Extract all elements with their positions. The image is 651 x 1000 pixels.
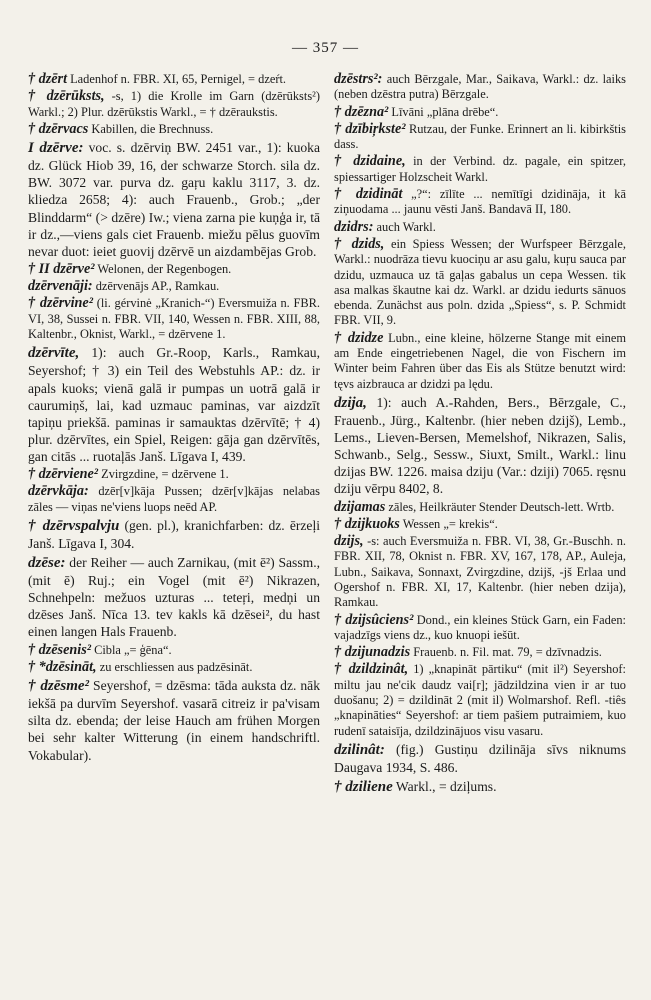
entry-text: (gen. pl.), kranichfarben: dz. ērzeļi Janš. Līgava I, 304. — [28, 517, 320, 551]
dictionary-entry — [28, 660, 320, 675]
entry-text: Lubn., eine kleine, hölzerne Stange mit einem am Ende eingetriebenen Nagel, die von Fischern im Winter beim Fahren über das Eis als Stütze benutzt wird: tęvs aizbrauca ar dzidzi pa lędu. — [334, 330, 627, 391]
entry-headword: † dzērūksts, — [28, 88, 105, 105]
dictionary-entry — [334, 741, 626, 776]
entry-text: der Reiher — auch Zarnikau, (mit ē²) Sassm., (mit ē) Ruj.; ein Vogel (mit ē²) Nikrazen, Schnehpeln: mežuos uzturas ... teteŗi, medņi un dzēses Janš. Nīca 13. tev kakls kā dzēsei², du hast einen langen Hals Frauenb. — [28, 555, 320, 640]
entry-headword: † dzijkuoks — [334, 515, 400, 532]
entry-headword: dzērvkāja: — [28, 483, 89, 500]
entry-text: ein Spiess Wessen; der Wurfspeer Bērzgale, Warkl.: nuodrāza tievu kuociņu ar asu galu, kuŗu sauca par dzidu, uzmauca uz tā gaļas gabalus un cepa Wessen. tik asa malkas škautne kai dz. Warkl. ar dzidu iedurts sānuos ebenda. Zunächst aus poln. dzida „Spiess“, s. P. Schmidt FBR. VII, 9. — [334, 236, 627, 328]
dictionary-entry — [28, 139, 320, 260]
dictionary-entry — [28, 344, 320, 465]
entry-headword: I dzērve: — [28, 140, 84, 157]
dictionary-entry — [28, 643, 320, 658]
dictionary-entry — [28, 89, 320, 120]
entry-headword: † dzidināt — [334, 186, 403, 203]
dictionary-entry — [28, 677, 320, 763]
dictionary-entry — [28, 517, 320, 552]
entry-headword: † dzērvacs — [28, 120, 89, 137]
entry-headword: † dzēsme² — [28, 678, 90, 695]
dictionary-entry — [334, 220, 626, 235]
entry-text: Wessen „= krekis“. — [399, 516, 498, 531]
entry-text: auch Bērzgale, Mar., Saikava, Warkl.: dz. laiks (neben dzēstra putra) Bērzgale. — [334, 72, 626, 102]
entry-headword: † dzijunadzis — [334, 644, 411, 661]
entry-headword: † *dzēsināt, — [28, 658, 97, 675]
entry-text: auch Warkl. — [373, 219, 436, 234]
dictionary-entry — [28, 554, 320, 640]
entry-text: Kabillen, die Brechnuss. — [88, 121, 214, 136]
entry-headword: dzērvenāji: — [28, 278, 93, 295]
right-column — [334, 72, 626, 798]
entry-headword: dzēstrs²: — [334, 71, 383, 87]
dictionary-entry — [334, 105, 626, 120]
entry-text: voc. s. dzērviņ BW. 2451 var., 1): kuoka dz. Glück Hiob 39, 16, der schwarze Storch. sila dz. BW. 3072 var. purva dz. gaŗu kaklu 3117, 3. dz. kliedza 2658; 4): auch Frauenb., Grob.; „der Blinddarm“ (> dzēre) Iw.; viena zarna pie kuņģa ir, tā ir dz.,—viens gals ciet Frauenb. miežu pēlus guovīm nevar duot: ieiet guovij dzērvē un aizdambējas Grob. — [28, 140, 320, 259]
dictionary-entry — [334, 394, 626, 498]
entry-headword: † dzērvine² — [28, 295, 93, 312]
dictionary-entry — [334, 122, 626, 153]
entry-headword: † dzībiŗkste² — [334, 120, 406, 137]
entry-text: Seyershof, = dzēsma: tāda auksta dz. nāk iekšā pa durvīm Seyershof. vasarā citreiz ir pa'visam silta dz. ebenda; der leise Hauch am frühen Morgen bei sehr kalter Witterung (in einem handschriftl. Vokabular). — [28, 678, 320, 763]
dictionary-entry — [28, 72, 320, 87]
entry-headword: dzijamas — [334, 498, 386, 515]
dictionary-entry — [28, 484, 320, 515]
entry-text: „?“: zīlīte ... nemītīgi dzidināja, it kā ziņuodama ... jaunu vēsti Janš. Bandavā II, 180. — [334, 187, 626, 217]
dictionary-entry — [28, 262, 320, 277]
entry-text: Frauenb. n. Fil. mat. 79, = dzīvnadzis. — [410, 645, 602, 660]
entry-text: dzērvenājs AP., Ramkau. — [92, 279, 220, 294]
page-number: — 357 — — [292, 40, 359, 56]
entry-text: 1): auch A.-Rahden, Bers., Bērzgale, C., Frauenb., Jürg., Kaltenbr. (hier neben dzijš), Lemb., Lems., Lieven-Bersen, Memelshof, Nikrazen, Salis, Schwanb., Selg., Sessw., Siuxt, Smilt., Warkl.: linu dzijas BW. 1226. maisa dziju (Var.: dziji) 7065. ręsnu dziju vērpu 8402, 8. — [334, 394, 626, 497]
entry-text: Rutzau, der Funke. Erinnert an li. kibirkštis dass. — [334, 121, 626, 152]
entry-text: zāles, Heilkräuter Stender Deutsch-lett. Wrtb. — [385, 499, 615, 514]
entry-text: 1): auch Gr.-Roop, Karls., Ramkau, Seyershof; † 3) ein Teil des Webstuhls AP.: dz. ir apals kuoks; vienā galā ir pumpas un uotrā galā ir caurumiņš, lai, kad uzmauc paminas, var aizdzīt tapiņu priekšā. paminas ir samauktas dzērvītē; † 4) plur. dzērvītes, ein Spiel, Reigen: gāja gan dzērvītēs, gan citās ... ruotaļās Janš. Līgava I, 439. — [28, 345, 320, 464]
dictionary-entry — [28, 122, 320, 137]
entry-headword: † dzērvspalvju — [28, 517, 120, 534]
entry-headword: † dzidaine, — [334, 153, 406, 170]
dictionary-entry — [334, 331, 626, 392]
dictionary-entry — [334, 154, 626, 185]
entry-text: in der Verbind. dz. pagale, ein spitzer, spiessartiger Holzscheit Warkl. — [334, 154, 627, 184]
entry-headword: dzērvīte, — [28, 345, 80, 362]
entry-text: Dond., ein kleines Stück Garn, ein Faden: vajadzīgs viens dz., kuo knuopi iešūt. — [334, 612, 626, 642]
dictionary-entry — [334, 517, 626, 532]
entry-headword: † dzērt — [28, 71, 68, 87]
entry-headword: † dzidze — [334, 329, 384, 346]
entry-headword: † dzijsûciens² — [334, 611, 414, 628]
dictionary-entry — [28, 467, 320, 482]
entry-text: Cibla „= ģēna“. — [90, 642, 172, 657]
entry-text: dzēr[v]kāja Pussen; dzēr[v]kājas nelabas zāles — viņas ne'viens luops neēd AP. — [28, 484, 320, 514]
left-column — [28, 72, 320, 766]
dictionary-entry — [28, 279, 320, 294]
entry-headword: † dzēzna² — [334, 103, 389, 120]
dictionary-entry — [334, 662, 626, 738]
entry-headword: dzidrs: — [334, 218, 374, 235]
dictionary-entry — [334, 187, 626, 218]
entry-headword: † dzēsenis² — [28, 641, 91, 658]
entry-headword: † dziliene — [334, 779, 393, 796]
entry-text: Welonen, der Regenbogen. — [94, 261, 232, 276]
entry-headword: † dzērviene² — [28, 465, 99, 482]
entry-text: (fig.) Gustiņu dzilināja sīvs niknums Daugava 1934, S. 486. — [334, 741, 626, 776]
entry-text: -s, 1) die Krolle im Garn (dzērūksts²) Warkl.; 2) Plur. dzērūkstis Warkl., = † dzēraukstis. — [28, 89, 320, 119]
dictionary-entry — [334, 613, 626, 644]
entry-headword: dzēse: — [28, 555, 66, 572]
dictionary-entry — [334, 645, 626, 660]
entry-text: -s: auch Eversmuiža n. FBR. VI, 38, Gr.-Buschh. n. FBR. XII, 78, Oknist n. FBR. XV, 167, 178, AP., Auleja, Lubn., Saikava, Sonnaxt, Zvirgzdine, dzijš, -jš Erlaa und Ogershof n. FBR. XI, 17, Kaltenbr. (hier neben dzija), Ramkau. — [334, 534, 626, 610]
entry-headword: dzilinât: — [334, 741, 385, 758]
entry-headword: dzija, — [334, 394, 367, 411]
dictionary-entry — [334, 237, 626, 329]
entry-headword: † II dzērve² — [28, 260, 95, 277]
entry-headword: † dzids, — [334, 235, 385, 252]
entry-headword: † dzildzinât, — [334, 661, 409, 678]
dictionary-entry — [334, 534, 626, 610]
entry-text: 1) „knapināt pārtiku“ (mit il²) Seyershof: miltu jau ne'cik daudz vai[r]; jādzildzina vien ir ar tuo duošanu; 2) = dzildināt 2 (mit il) Wolmarshof. Refl. -tiês „knapināties“ Seyershof: ar tiem pašiem putraimiem, kuo rudenī sataisīja, dzildzinājuos visu vasaru. — [334, 662, 626, 738]
dictionary-entry — [334, 72, 626, 103]
entry-text: Līvāni „plāna drēbe“. — [388, 104, 499, 119]
dictionary-entry — [334, 500, 626, 515]
entry-text: Warkl., = dziļums. — [392, 779, 497, 795]
entry-text: Zvirgzdine, = dzērvene 1. — [98, 466, 229, 481]
entry-text: zu erschliessen aus padzēsināt. — [96, 659, 253, 674]
dictionary-entry — [334, 778, 626, 796]
entry-text: (li. gérvinė „Kranich-“) Eversmuiža n. FBR. VI, 38, Sussei n. FBR. VII, 140, Wessen n. FBR. XIII, 88, Kaltenbr., Oknist, Warkl., = dzērvene 1. — [28, 296, 320, 342]
entry-headword: dzijs, — [334, 533, 364, 550]
entry-text: Ladenhof n. FBR. XI, 65, Pernigel, = dzeŕt. — [67, 72, 286, 86]
dictionary-entry — [28, 296, 320, 342]
